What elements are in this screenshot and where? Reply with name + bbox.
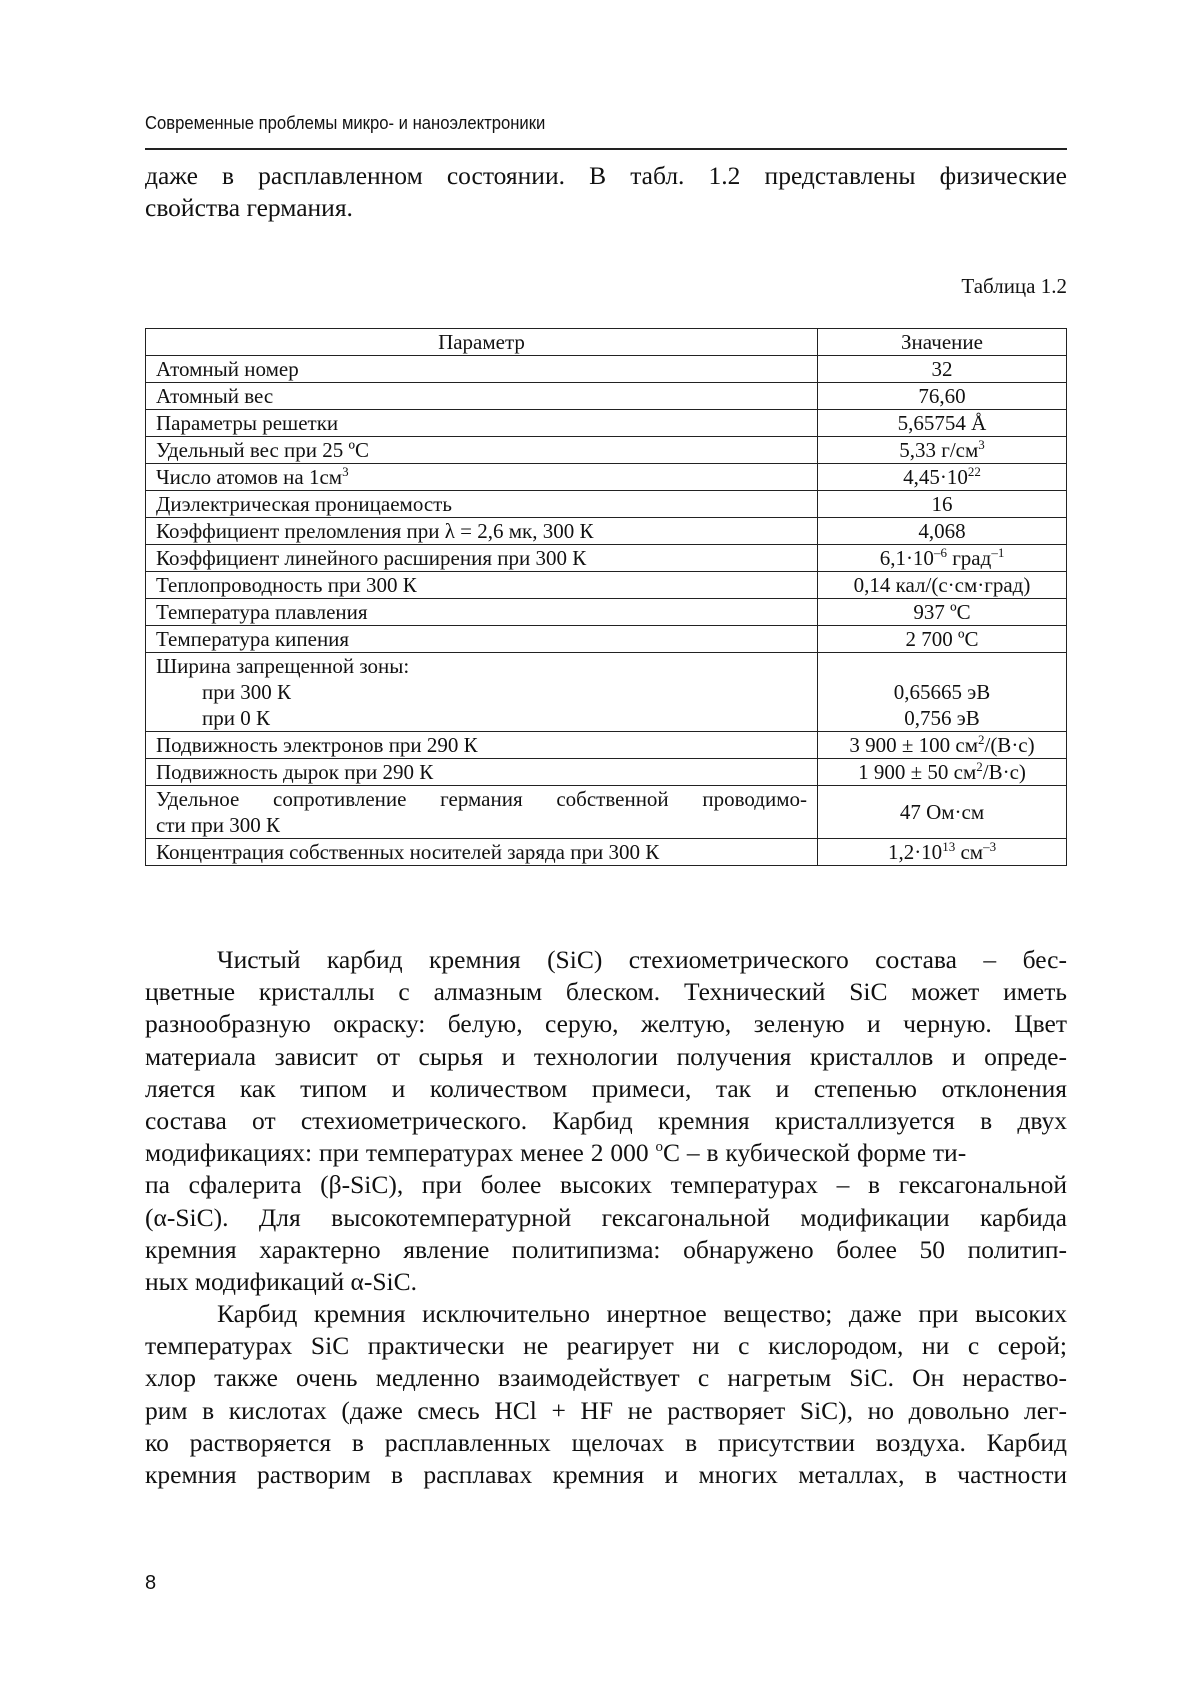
value-cell: 5,33 $г/см^3$ bbox=[818, 437, 1067, 464]
value-cell: 32 bbox=[818, 356, 1067, 383]
header-rule bbox=[145, 148, 1067, 150]
table-row bbox=[146, 653, 1067, 732]
running-header: Современные проблемы микро- и наноэлектроники bbox=[145, 112, 546, 133]
text-line: рим в кислотах (даже смесь HCl + HF не растворяет SiC), но довольно лег- bbox=[145, 1395, 1067, 1425]
value-cell: $1,2\cdot 10^{13}$ $см^{-3}$ bbox=[818, 839, 1067, 866]
param-cell: Удельный вес при 25 ºС bbox=[146, 437, 818, 464]
table-row bbox=[146, 356, 1067, 383]
body-paragraph-sic-chemistry bbox=[145, 1298, 1067, 1491]
table-row bbox=[146, 383, 1067, 410]
param-cell: Параметры решетки bbox=[146, 410, 818, 437]
column-header-parameter: Параметр bbox=[146, 329, 818, 356]
text-line: разнообразную окраску: белую, серую, желтую, зеленую и черную. Цвет bbox=[145, 1009, 1067, 1039]
column-header-value: Значение bbox=[818, 329, 1067, 356]
param-cell: Температура плавления bbox=[146, 599, 818, 626]
param-cell: Удельное сопротивление германия собственной проводимо- сти при 300 К bbox=[146, 786, 818, 839]
table-row bbox=[146, 518, 1067, 545]
param-cell: Коэффициент линейного расширения при 300 К bbox=[146, 545, 818, 572]
text-line: хлор также очень медленно взаимодействует с нагретым SiC. Он нераство- bbox=[145, 1363, 1067, 1393]
value-cell: 76,60 bbox=[818, 383, 1067, 410]
value-cell: 937 ºС bbox=[818, 599, 1067, 626]
text-line: Карбид кремния исключительно инертное вещество; даже при высоких bbox=[217, 1299, 1067, 1328]
param-cell: Атомный номер bbox=[146, 356, 818, 383]
param-cell: Теплопроводность при 300 К bbox=[146, 572, 818, 599]
text-line: ляется как типом и количеством примеси, так и степенью отклонения bbox=[145, 1073, 1067, 1103]
table-row bbox=[146, 786, 1067, 839]
text-line: Чистый карбид кремния (SiC) стехиометрического состава – бес- bbox=[217, 945, 1067, 974]
table-caption: Таблица 1.2 bbox=[961, 274, 1067, 298]
table-row bbox=[146, 464, 1067, 491]
page-number: 8 bbox=[145, 1572, 157, 1594]
text-line: материала зависит от сырья и технологии получения кристаллов и опреде- bbox=[145, 1041, 1067, 1071]
value-cell: $4,45\cdot 10^{22}$ bbox=[818, 464, 1067, 491]
value-cell: 2 700 ºС bbox=[818, 626, 1067, 653]
table-row bbox=[146, 491, 1067, 518]
table-row bbox=[146, 437, 1067, 464]
param-cell: Ширина запрещенной зоны: при 300 К при 0 К bbox=[146, 653, 818, 732]
table-row bbox=[146, 599, 1067, 626]
value-cell: $6,1\cdot 10^{-6}$ град$^{-1}$ bbox=[818, 545, 1067, 572]
table-row bbox=[146, 732, 1067, 759]
value-cell: 3 900 ± 100 $см^2/(В\cdot с)$ bbox=[818, 732, 1067, 759]
param-cell: Подвижность дырок при 290 К bbox=[146, 759, 818, 786]
properties-table bbox=[145, 328, 1067, 866]
table-row bbox=[146, 626, 1067, 653]
text-line: даже в расплавленном состоянии. В табл. 1.2 представлены физические bbox=[145, 161, 1067, 190]
param-cell: Атомный вес bbox=[146, 383, 818, 410]
param-cell: Подвижность электронов при 290 К bbox=[146, 732, 818, 759]
table-row bbox=[146, 545, 1067, 572]
table-row bbox=[146, 759, 1067, 786]
table-row bbox=[146, 839, 1067, 866]
text-line: ко растворяется в расплавленных щелочах в присутствии воздуха. Карбид bbox=[145, 1427, 1067, 1457]
body-paragraph-sic-properties bbox=[145, 944, 1067, 1298]
text-line: температурах SiC практически не реагирует ни с кислородом, ни с серой; bbox=[145, 1331, 1067, 1361]
param-cell: Число атомов на $1см^3$ bbox=[146, 464, 818, 491]
text-line: ных модификаций α-SiC. bbox=[145, 1266, 417, 1296]
text-line: цветные кристаллы с алмазным блеском. Технический SiC может иметь bbox=[145, 977, 1067, 1007]
param-cell: Концентрация собственных носителей заряда при 300 К bbox=[146, 839, 818, 866]
text-line: состава от стехиометрического. Карбид кремния кристаллизуется в двух bbox=[145, 1105, 1067, 1135]
value-cell: 16 bbox=[818, 491, 1067, 518]
table-row bbox=[146, 410, 1067, 437]
table-header-row bbox=[146, 329, 1067, 356]
text-line: кремния растворим в расплавах кремния и многих металлах, в частности bbox=[145, 1459, 1067, 1489]
param-cell: Температура кипения bbox=[146, 626, 818, 653]
value-cell: 47 Ом·см bbox=[818, 786, 1067, 839]
value-cell: 5,65754 Å bbox=[818, 410, 1067, 437]
table-row bbox=[146, 572, 1067, 599]
value-cell: 1 900 ± 50 $см^2/В\cdot с$) bbox=[818, 759, 1067, 786]
param-cell: Диэлектрическая проницаемость bbox=[146, 491, 818, 518]
intro-paragraph bbox=[145, 160, 1067, 224]
param-cell: Коэффициент преломления при λ = 2,6 мк, 300 К bbox=[146, 518, 818, 545]
text-line: модификациях: при температурах менее 2 000 $^o$С – в кубической форме ти- bbox=[145, 1138, 967, 1168]
text-line: па сфалерита (β-SiC), при более высоких температурах – в гексагональной bbox=[145, 1170, 1067, 1200]
value-cell: 4,068 bbox=[818, 518, 1067, 545]
text-line: (α-SiC). Для высокотемпературной гексагональной модификации карбида bbox=[145, 1202, 1067, 1232]
text-line: свойства германия. bbox=[145, 193, 353, 223]
value-cell: 0,65665 эВ 0,756 эВ bbox=[818, 653, 1067, 732]
value-cell: 0,14 кал/(с·см·град) bbox=[818, 572, 1067, 599]
text-line: кремния характерно явление политипизма: обнаружено более 50 политип- bbox=[145, 1234, 1067, 1264]
